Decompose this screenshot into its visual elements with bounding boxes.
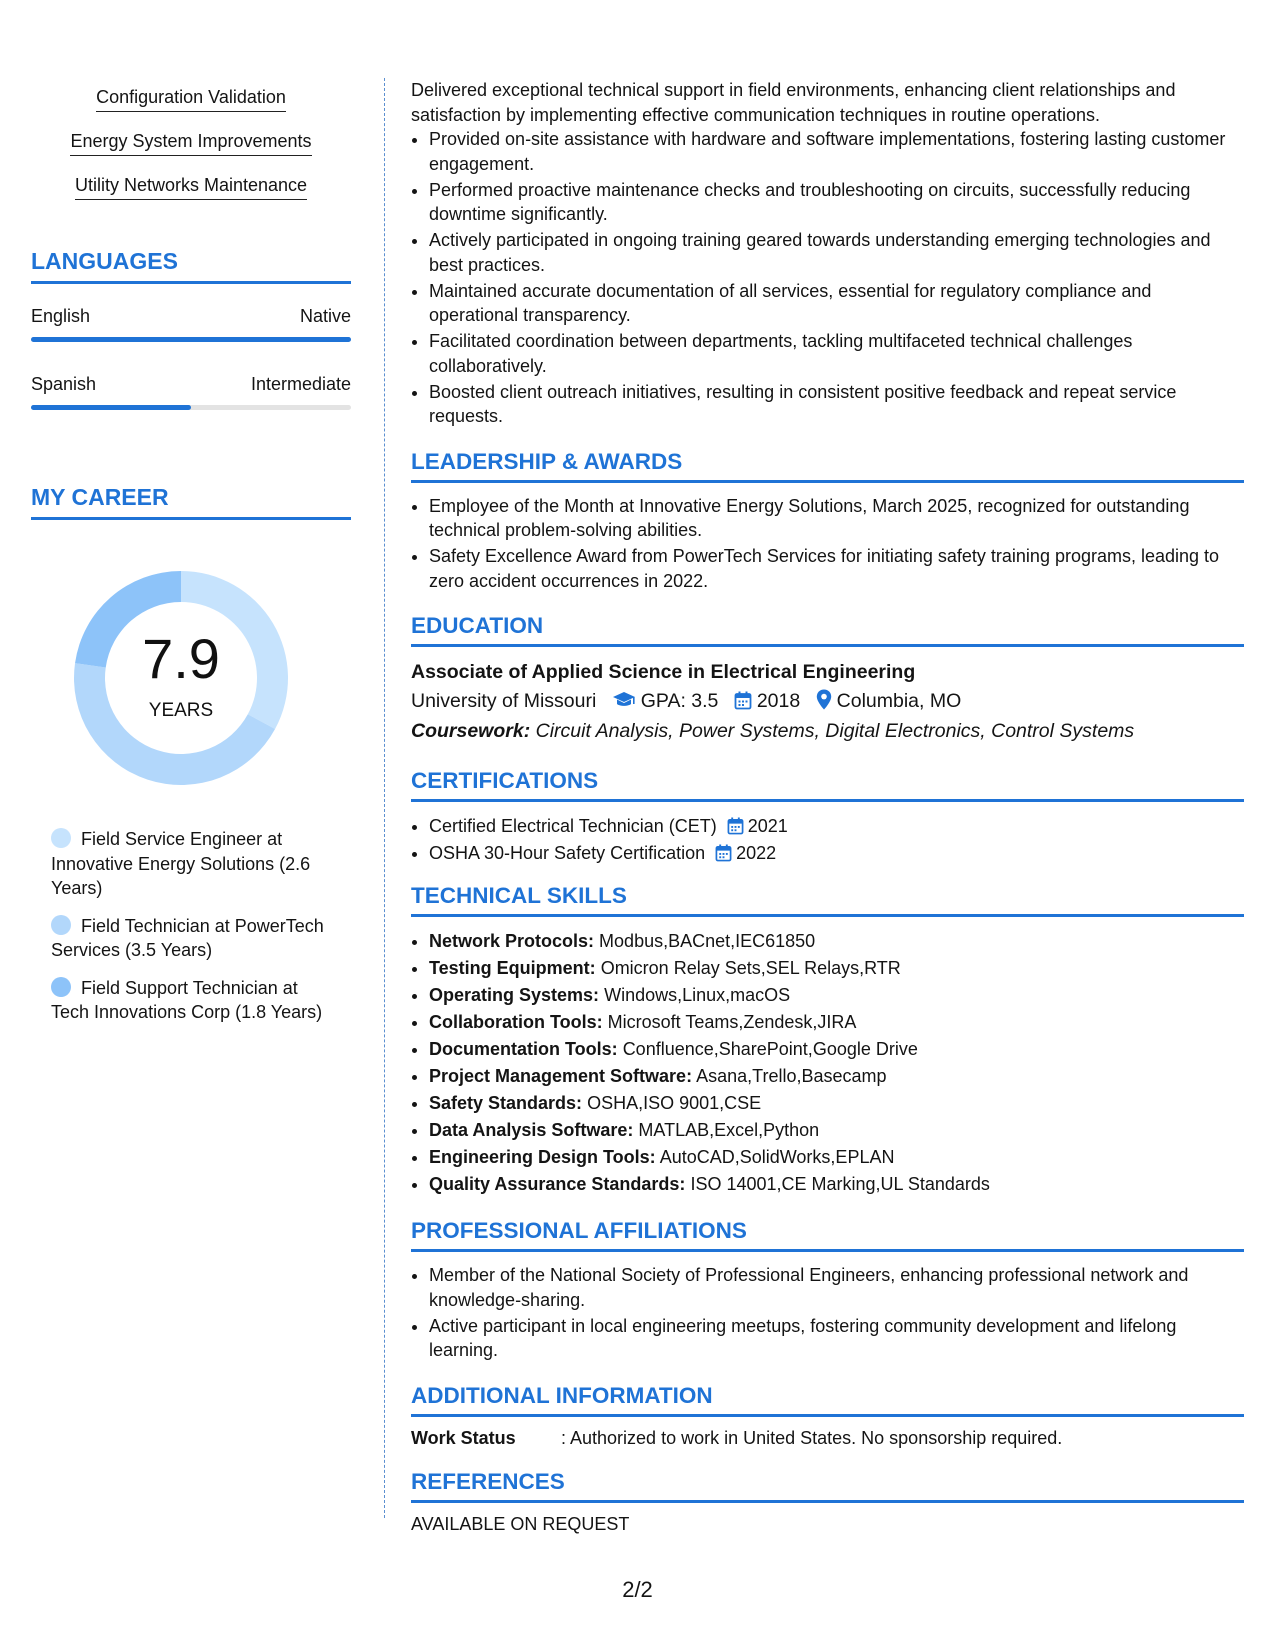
language-name: English xyxy=(31,306,91,326)
certifications-section xyxy=(411,768,1244,867)
list-item: • Performed proactive maintenance checks and troubleshooting on circuits, successfully reducing downtime significantly. xyxy=(429,178,1244,227)
skill-label: Data Analysis Software: xyxy=(429,1120,634,1140)
certification-name: Certified Electrical Technician (CET) xyxy=(429,816,717,836)
list-item: • Maintained accurate documentation of all services, essential for regulatory compliance and operational transparency. xyxy=(429,279,1244,328)
leadership-section xyxy=(411,449,1244,594)
language-bar xyxy=(31,405,351,410)
skill-tag: Configuration Validation xyxy=(96,87,286,112)
certification-year: 2021 xyxy=(747,816,788,836)
education-meta xyxy=(411,686,1244,716)
language-level: Intermediate xyxy=(250,374,351,394)
legend-dot-icon xyxy=(51,977,71,997)
legend-dot-icon xyxy=(51,915,71,935)
language-item xyxy=(31,374,351,410)
legend-item xyxy=(51,827,331,901)
skill-label: Collaboration Tools: xyxy=(429,1012,603,1032)
list-item: • Active participant in local engineering meetups, fostering community development and lifelong learning. xyxy=(429,1314,1244,1363)
list-item xyxy=(429,1117,1244,1144)
legend-item xyxy=(51,976,331,1025)
location-pin-icon xyxy=(816,689,832,710)
skill-value: Windows,Linux,macOS xyxy=(604,985,791,1005)
school-name: University of Missouri xyxy=(411,690,597,712)
affiliations-section xyxy=(411,1218,1244,1363)
coursework-label: Coursework: xyxy=(411,720,531,742)
calendar-icon xyxy=(715,844,732,862)
language-name: Spanish xyxy=(31,374,97,394)
skill-label: Quality Assurance Standards: xyxy=(429,1174,686,1194)
language-bar xyxy=(31,337,351,342)
graduation-year: 2018 xyxy=(756,690,801,712)
school-location: Columbia, MO xyxy=(836,690,962,712)
degree-title: Associate of Applied Science in Electrical Engineering xyxy=(411,661,916,683)
skill-label: Network Protocols: xyxy=(429,931,595,951)
languages-heading: LANGUAGES xyxy=(31,248,351,284)
legend-dot-icon xyxy=(51,828,71,848)
skill-value: OSHA,ISO 9001,CSE xyxy=(587,1093,762,1113)
list-item: • Employee of the Month at Innovative Energy Solutions, March 2025, recognized for outstanding technical problem-solving abilities. xyxy=(429,494,1244,543)
skill-label: Engineering Design Tools: xyxy=(429,1147,656,1167)
experience-intro: Delivered exceptional technical support in field environments, enhancing client relationships and satisfaction by implementing effective communication techniques in routine operations. xyxy=(411,80,1176,125)
list-item: • Facilitated coordination between departments, tackling multifaceted technical challenges collaboratively. xyxy=(429,329,1244,378)
section-heading: LEADERSHIP & AWARDS xyxy=(411,449,1244,483)
skill-value: MATLAB,Excel,Python xyxy=(638,1120,820,1140)
list-item xyxy=(429,1171,1244,1198)
column-divider xyxy=(384,78,385,1518)
calendar-icon xyxy=(734,691,752,710)
career-heading: MY CAREER xyxy=(31,484,351,520)
list-item: • Member of the National Society of Professional Engineers, enhancing professional network and knowledge-sharing. xyxy=(429,1263,1244,1312)
skill-value: ISO 14001,CE Marking,UL Standards xyxy=(690,1174,990,1194)
legend-label: Field Technician at PowerTech Services (3.5 Years) xyxy=(51,915,324,960)
legend-label: Field Service Engineer at Innovative Energy Solutions (2.6 Years) xyxy=(51,829,311,898)
gpa: GPA: 3.5 xyxy=(640,690,719,712)
technical-skills-section xyxy=(411,883,1244,1198)
experience-bullets xyxy=(411,127,1244,429)
section-heading: PROFESSIONAL AFFILIATIONS xyxy=(411,1218,1244,1252)
legend-item xyxy=(51,914,331,963)
language-item xyxy=(31,306,351,342)
section-heading: EDUCATION xyxy=(411,613,1244,647)
skill-label: Operating Systems: xyxy=(429,985,600,1005)
list-item xyxy=(429,1090,1244,1117)
section-heading: ADDITIONAL INFORMATION xyxy=(411,1383,1244,1417)
work-status-row xyxy=(411,1428,1244,1449)
section-heading: TECHNICAL SKILLS xyxy=(411,883,1244,917)
coursework-list: Circuit Analysis, Power Systems, Digital Electronics, Control Systems xyxy=(535,720,1135,742)
coursework xyxy=(411,716,1244,746)
legend-label: Field Support Technician at Tech Innovations Corp (1.8 Years) xyxy=(51,977,323,1022)
skill-tags xyxy=(31,78,351,210)
sidebar xyxy=(31,78,351,1038)
skill-value: Asana,Trello,Basecamp xyxy=(696,1066,887,1086)
graduation-cap-icon xyxy=(612,690,636,710)
career-legend xyxy=(51,827,331,1025)
skill-label: Testing Equipment: xyxy=(429,958,596,978)
section-heading: CERTIFICATIONS xyxy=(411,768,1244,802)
list-item: • Safety Excellence Award from PowerTech Services for initiating safety training programs, leading to zero accident occurrences in 2022. xyxy=(429,544,1244,593)
skill-label: Safety Standards: xyxy=(429,1093,583,1113)
skill-value: Confluence,SharePoint,Google Drive xyxy=(622,1039,918,1059)
list-item: • Actively participated in ongoing training geared towards understanding emerging technologies and best practices. xyxy=(429,228,1244,277)
list-item xyxy=(429,1063,1244,1090)
donut-center-unit: YEARS xyxy=(148,700,214,721)
skill-label: Project Management Software: xyxy=(429,1066,693,1086)
skill-value: AutoCAD,SolidWorks,EPLAN xyxy=(659,1147,895,1167)
language-bar-fill xyxy=(31,337,351,342)
career-donut-chart xyxy=(66,563,296,793)
experience-section xyxy=(411,78,1244,429)
certification-name: OSHA 30-Hour Safety Certification xyxy=(429,843,706,863)
list-item xyxy=(429,840,1244,867)
certification-year: 2022 xyxy=(736,843,777,863)
list-item xyxy=(429,928,1244,955)
donut-center-value: 7.9 xyxy=(142,627,220,690)
skill-value: Microsoft Teams,Zendesk,JIRA xyxy=(607,1012,857,1032)
references-section xyxy=(411,1469,1244,1535)
education-section xyxy=(411,613,1244,746)
skill-tag: Utility Networks Maintenance xyxy=(75,175,307,200)
list-item xyxy=(429,955,1244,982)
skill-tag: Energy System Improvements xyxy=(70,131,311,156)
skill-label: Documentation Tools: xyxy=(429,1039,618,1059)
skill-value: Omicron Relay Sets,SEL Relays,RTR xyxy=(600,958,901,978)
list-item: • Boosted client outreach initiatives, resulting in consistent positive feedback and repeat service requests. xyxy=(429,380,1244,429)
additional-info-section xyxy=(411,1383,1244,1449)
language-bar-fill xyxy=(31,405,191,410)
section-heading: REFERENCES xyxy=(411,1469,1244,1503)
list-item xyxy=(429,1036,1244,1063)
references-text: AVAILABLE ON REQUEST xyxy=(411,1513,630,1534)
work-status-value: : Authorized to work in United States. No sponsorship required. xyxy=(561,1427,1063,1448)
calendar-icon xyxy=(727,817,744,835)
list-item xyxy=(429,1144,1244,1171)
list-item xyxy=(429,982,1244,1009)
page-number: 2/2 xyxy=(622,1577,653,1602)
main-content xyxy=(411,78,1244,1535)
skill-value: Modbus,BACnet,IEC61850 xyxy=(599,931,816,951)
language-level: Native xyxy=(299,306,351,326)
list-item: • Provided on-site assistance with hardware and software implementations, fostering lasting customer engagement. xyxy=(429,127,1244,176)
list-item xyxy=(429,813,1244,840)
list-item xyxy=(429,1009,1244,1036)
work-status-label: Work Status xyxy=(411,1427,516,1448)
